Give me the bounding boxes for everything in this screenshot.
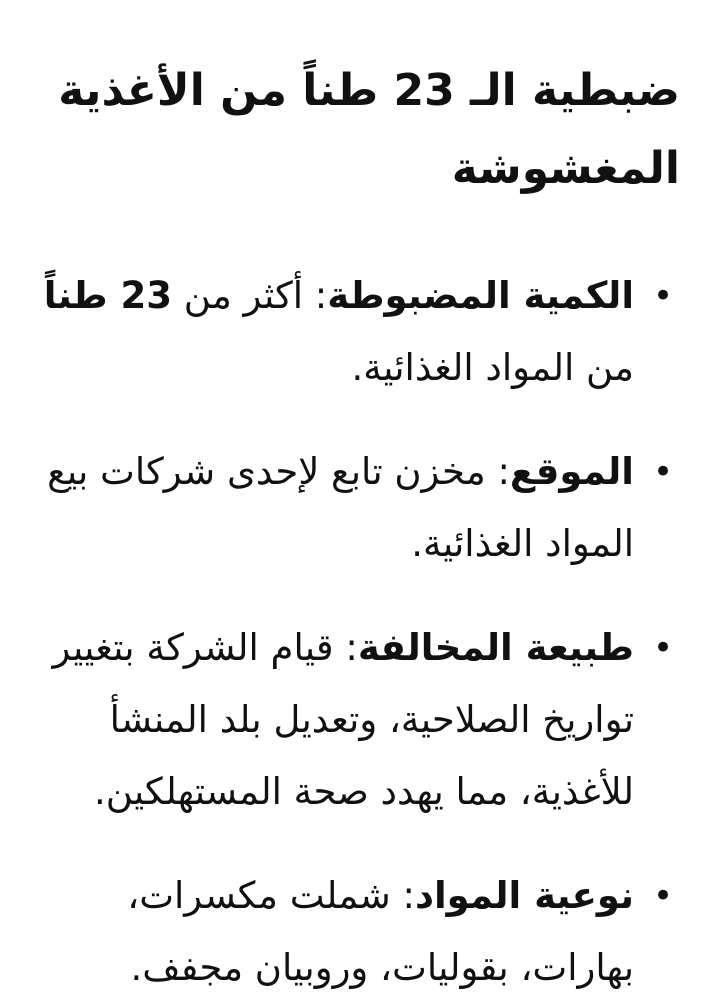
item-colon: : bbox=[345, 626, 358, 669]
list-item-location bbox=[40, 436, 680, 580]
item-label-quantity: الكمية المضبوطة bbox=[327, 274, 634, 317]
item-label-location: الموقع bbox=[509, 450, 634, 493]
list-item-quantity bbox=[40, 260, 680, 404]
item-text-location: مخزن تابع لإحدى شركات بيع المواد الغذائية. bbox=[47, 450, 634, 565]
item-colon: : bbox=[497, 450, 510, 493]
item-text-quantity-before: أكثر من bbox=[172, 274, 315, 317]
page-title: ضبطية الـ 23 طناً من الأغذية المغشوشة bbox=[58, 65, 680, 194]
bullet-icon: • bbox=[652, 276, 674, 316]
bullet-icon: • bbox=[652, 876, 674, 916]
quantity-emphasis: 23 طناً bbox=[43, 274, 173, 317]
bullet-icon: • bbox=[652, 452, 674, 492]
list-item-violation bbox=[40, 612, 680, 828]
item-text-violation: قيام الشركة بتغيير تواريخ الصلاحية، وتعديل بلد المنشأ للأغذية، مما يهدد صحة المستهلكين. bbox=[52, 626, 634, 813]
item-label-violation: طبيعة المخالفة bbox=[357, 626, 634, 669]
item-text-quantity-after: من المواد الغذائية. bbox=[351, 346, 634, 389]
item-colon: : bbox=[314, 274, 328, 317]
item-label-materials: نوعية المواد bbox=[414, 874, 634, 917]
list-item-materials bbox=[40, 860, 680, 1004]
item-text-materials: شملت مكسرات، بهارات، بقوليات، وروبيان مجفف. bbox=[127, 874, 634, 989]
item-colon: : bbox=[402, 874, 415, 917]
bullet-icon: • bbox=[652, 628, 674, 668]
facts-list bbox=[40, 260, 680, 1004]
